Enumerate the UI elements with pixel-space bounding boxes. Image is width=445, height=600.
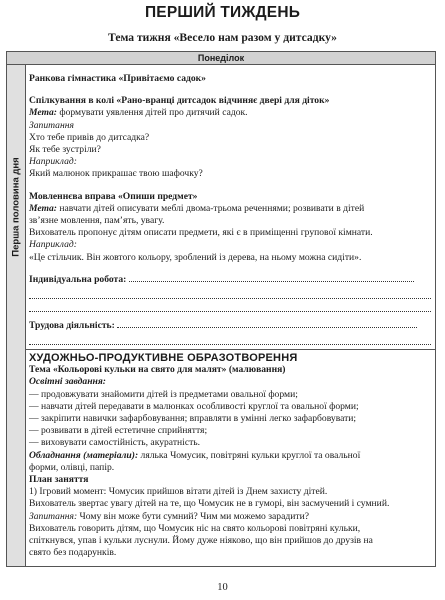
labor-fill-line bbox=[117, 318, 417, 328]
art-equipment: Обладнання (матеріали): лялька Чомусик, повітряні кульки круглої та овальної bbox=[29, 449, 361, 461]
art-task: — навчати дітей передавати в малюнках особливості круглої та овальної форми; bbox=[29, 400, 359, 412]
gymnastics-title: Ранкова гімнастика «Привітаємо садок» bbox=[29, 73, 206, 84]
art-section bbox=[29, 352, 431, 559]
plan-table bbox=[6, 65, 436, 567]
week-theme: Тема тижня «Весело нам разом у дитсадку» bbox=[108, 31, 337, 44]
art-plan-label: План заняття bbox=[29, 474, 89, 486]
art-tasks-label: Освітні завдання: bbox=[29, 376, 106, 388]
art-task: — розвивати в дітей естетичне сприйняття; bbox=[29, 425, 208, 437]
individual-fill-line-3 bbox=[29, 301, 431, 312]
circle-title: Спілкування в колі «Рано-вранці дитсадок відчиняє двері для діток» bbox=[29, 95, 330, 107]
morning-section bbox=[29, 73, 431, 345]
individual-work: Індивідуальна робота: bbox=[29, 272, 431, 286]
art-plan-end: Вихователь говорить дітям, що Чомусик ніс на свято кольорові повітряні кульки, bbox=[29, 522, 361, 534]
speech-goal: Мета: навчати дітей описувати меблі двома-трьома реченнями; розвивати в дітей bbox=[29, 202, 365, 214]
art-heading: ХУДОЖНЬО-ПРОДУКТИВНЕ ОБРАЗОТВОРЕННЯ bbox=[29, 352, 298, 364]
art-plan-question: Запитання: Чому він може бути сумний? Чим ми можемо зарадити? bbox=[29, 510, 309, 522]
side-column-lower bbox=[7, 349, 26, 566]
art-task: — виховувати самостійність, акуратність. bbox=[29, 437, 201, 449]
week-title: ПЕРШИЙ ТИЖДЕНЬ bbox=[144, 4, 301, 21]
art-plan-line: 1) Ігровий момент: Чомусик прийшов вітати дітей із Днем захисту дітей. bbox=[29, 486, 328, 498]
individual-fill-line-2 bbox=[29, 288, 431, 299]
art-plan-end: свято без подарунків. bbox=[29, 547, 117, 559]
section-separator bbox=[25, 349, 435, 350]
labor-fill-line-2 bbox=[29, 334, 431, 345]
circle-questions-label: Запитання bbox=[29, 119, 74, 131]
speech-goal-cont: зв’язне мовлення, пам’ять, увагу. bbox=[29, 215, 165, 227]
circle-question-1: Хто тебе привів до дитсадка? bbox=[29, 131, 150, 143]
speech-title: Мовленнєва вправа «Опиши предмет» bbox=[29, 190, 198, 202]
art-plan-end: спіткнувся, упав і кульки луснули. Йому дуже ніяково, що він прийшов до друзів на bbox=[29, 535, 373, 547]
speech-quote: «Це стільчик. Він жовтого кольору, зроблений із дерева, на ньому можна сидіти». bbox=[29, 251, 362, 263]
art-equipment-cont: форми, олівці, папір. bbox=[29, 461, 115, 473]
circle-goal: Мета: формувати уявлення дітей про дитячий садок. bbox=[29, 107, 248, 119]
speech-instruction: Вихователь пропонує дітям описати предмети, які є в приміщенні групової кімнати. bbox=[29, 227, 373, 239]
page-number: 10 bbox=[217, 582, 228, 593]
art-task: — продовжувати знайомити дітей із предметами овальної форми; bbox=[29, 388, 298, 400]
individual-fill-line bbox=[129, 272, 414, 282]
art-plan-line: Вихователь звертає увагу дітей на те, що Чомусик не в гуморі, він засмучений і сумний. bbox=[29, 498, 390, 510]
day-header: Понеділок bbox=[6, 51, 436, 65]
circle-question-2: Як тебе зустріли? bbox=[29, 144, 101, 156]
art-task: — закріпити навички зафарбовування; вправляти в умінні легко зафарбовувати; bbox=[29, 413, 357, 425]
speech-example-label: Наприклад: bbox=[29, 239, 77, 251]
labor-activity: Трудова діяльність: bbox=[29, 318, 431, 332]
side-label: Перша половина дня bbox=[10, 157, 22, 257]
side-column bbox=[7, 65, 26, 349]
circle-example-label: Наприклад: bbox=[29, 156, 77, 168]
circle-question-3: Який малюнок прикрашає твою шафочку? bbox=[29, 168, 203, 180]
art-topic: Тема «Кольорові кульки на свято для малят» (малювання) bbox=[29, 364, 286, 376]
